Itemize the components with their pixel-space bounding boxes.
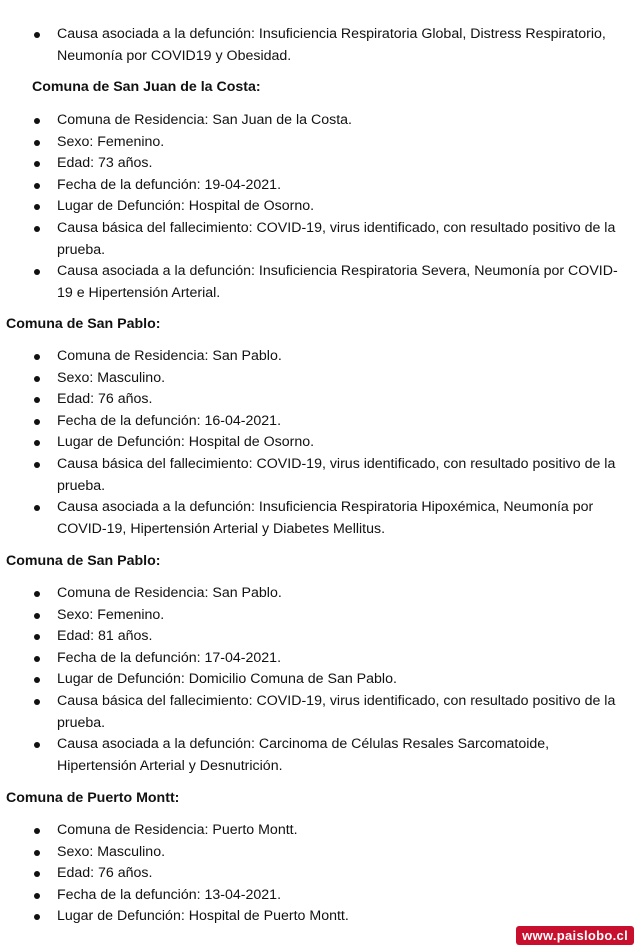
list-item: Lugar de Defunción: Hospital de Puerto Montt. [0, 906, 640, 928]
watermark: www.paislobo.cl [516, 926, 634, 945]
bullet-icon [34, 914, 40, 920]
list-item: Causa asociada a la defunción: Insuficiencia Respiratoria Severa, Neumonía por COVID-19 e Hipertensión Arterial. [0, 261, 640, 304]
list-item: Fecha de la defunción: 17-04-2021. [0, 648, 640, 670]
list-item: Lugar de Defunción: Domicilio Comuna de San Pablo. [0, 669, 640, 691]
list-item: Sexo: Masculino. [0, 368, 640, 390]
bullet-icon [34, 183, 40, 189]
bullet-icon [34, 871, 40, 877]
list-item: Fecha de la defunción: 13-04-2021. [0, 885, 640, 907]
list-item: Comuna de Residencia: San Pablo. [0, 583, 640, 605]
list-item: Comuna de Residencia: San Pablo. [0, 346, 640, 368]
bullet-list [0, 24, 640, 67]
bullet-icon [34, 677, 40, 683]
bullet-icon [34, 699, 40, 705]
bullet-icon [34, 419, 40, 425]
list-item: Edad: 76 años. [0, 389, 640, 411]
list-item: Lugar de Defunción: Hospital de Osorno. [0, 196, 640, 218]
bullet-icon [34, 505, 40, 511]
list-item: Causa asociada a la defunción: Insuficiencia Respiratoria Global, Distress Respiratorio, Neumonía por COVID19 y Obesidad. [0, 24, 640, 67]
bullet-icon [34, 613, 40, 619]
list-item: Edad: 76 años. [0, 863, 640, 885]
bullet-icon [34, 893, 40, 899]
bullet-icon [34, 850, 40, 856]
list-item: Comuna de Residencia: Puerto Montt. [0, 820, 640, 842]
list-item: Sexo: Masculino. [0, 842, 640, 864]
list-item: Sexo: Femenino. [0, 132, 640, 154]
bullet-icon [34, 656, 40, 662]
bullet-icon [34, 376, 40, 382]
bullet-list [0, 346, 640, 540]
bullet-icon [34, 226, 40, 232]
bullet-icon [34, 354, 40, 360]
bullet-icon [34, 828, 40, 834]
bullet-icon [34, 397, 40, 403]
bullet-icon [34, 440, 40, 446]
bullet-list [0, 110, 640, 304]
section-heading: Comuna de San Pablo: [6, 553, 161, 569]
list-item: Causa básica del fallecimiento: COVID-19, virus identificado, con resultado positivo de la prueba. [0, 218, 640, 261]
list-item: Comuna de Residencia: San Juan de la Costa. [0, 110, 640, 132]
list-item: Edad: 81 años. [0, 626, 640, 648]
list-item: Lugar de Defunción: Hospital de Osorno. [0, 432, 640, 454]
list-item: Causa básica del fallecimiento: COVID-19, virus identificado, con resultado positivo de la prueba. [0, 454, 640, 497]
bullet-icon [34, 269, 40, 275]
bullet-icon [34, 591, 40, 597]
bullet-icon [34, 32, 40, 38]
bullet-list [0, 820, 640, 928]
list-item: Causa asociada a la defunción: Carcinoma de Células Resales Sarcomatoide, Hipertensión Arterial y Desnutrición. [0, 734, 640, 777]
list-item: Fecha de la defunción: 19-04-2021. [0, 175, 640, 197]
list-item: Sexo: Femenino. [0, 605, 640, 627]
section-heading: Comuna de San Pablo: [6, 316, 161, 332]
bullet-icon [34, 742, 40, 748]
bullet-icon [34, 140, 40, 146]
list-item: Causa básica del fallecimiento: COVID-19, virus identificado, con resultado positivo de la prueba. [0, 691, 640, 734]
section-heading: Comuna de Puerto Montt: [6, 790, 180, 806]
list-item: Edad: 73 años. [0, 153, 640, 175]
bullet-icon [34, 634, 40, 640]
bullet-icon [34, 118, 40, 124]
bullet-icon [34, 161, 40, 167]
bullet-icon [34, 462, 40, 468]
list-item: Causa asociada a la defunción: Insuficiencia Respiratoria Hipoxémica, Neumonía por COVID-19, Hipertensión Arterial y Diabetes Mellitus. [0, 497, 640, 540]
bullet-icon [34, 204, 40, 210]
bullet-list [0, 583, 640, 777]
section-heading: Comuna de San Juan de la Costa: [32, 79, 261, 95]
list-item: Fecha de la defunción: 16-04-2021. [0, 411, 640, 433]
